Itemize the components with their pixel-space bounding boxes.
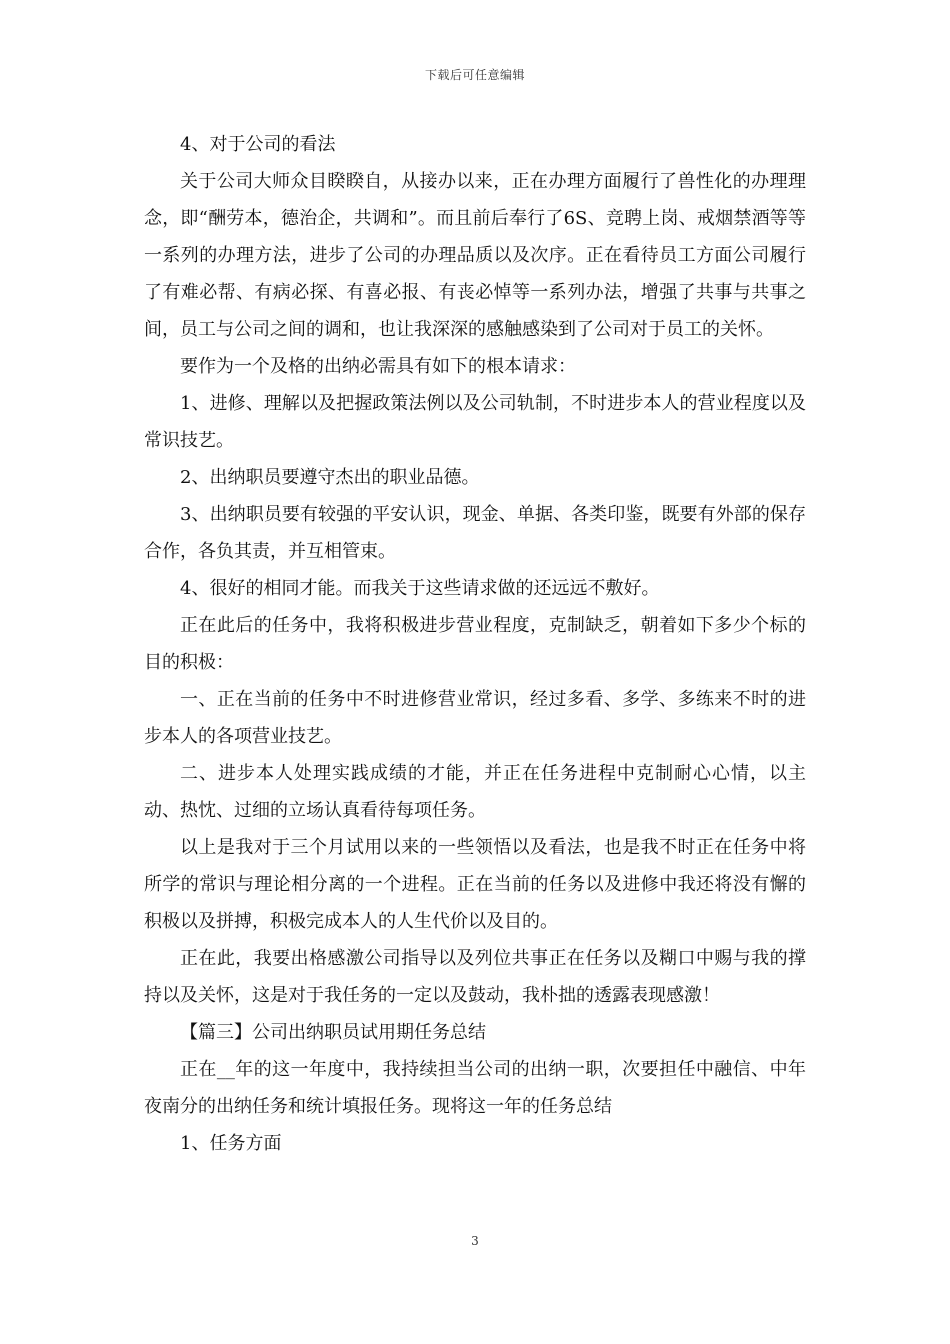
paragraph: 正在此，我要出格感激公司指导以及列位共事正在任务以及糊口中赐与我的撑持以及关怀，这是对于我任务的一定以及鼓动，我朴拙的透露表现感激！ — [144, 948, 806, 1006]
list-item: 1、进修、理解以及把握政策法例以及公司轨制，不时进步本人的营业程度以及常识技艺。 — [144, 393, 806, 451]
list-item: 一、正在当前的任务中不时进修营业常识，经过多看、多学、多练来不时的进步本人的各项营业技艺。 — [144, 689, 806, 747]
paragraph: 正在__年的这一年度中，我持续担当公司的出纳一职，次要担任中融信、中年夜南分的出纳任务和统计填报任务。现将这一年的任务总结 — [144, 1059, 806, 1117]
list-item: 二、进步本人处理实践成绩的才能，并正在任务进程中克制耐心心情，以主动、热忱、过细的立场认真看待每项任务。 — [144, 763, 806, 821]
paragraph: 要作为一个及格的出纳必需具有如下的根本请求： — [180, 356, 576, 377]
paragraph: 以上是我对于三个月试用以来的一些领悟以及看法，也是我不时正在任务中将所学的常识与理论相分离的一个进程。正在当前的任务以及进修中我还将没有懈的积极以及拼搏，积极完成本人的人生代价以及目的。 — [144, 837, 806, 932]
section-heading-company-view: 4、对于公司的看法 — [180, 134, 336, 155]
list-item: 3、出纳职员要有较强的平安认识，现金、单据、各类印鉴，既要有外部的保存合作，各负其责，并互相管束。 — [144, 504, 806, 562]
section-title: 【篇三】公司出纳职员试用期任务总结 — [180, 1022, 486, 1043]
list-item: 4、很好的相同才能。而我关于这些请求做的还远远不敷好。 — [180, 578, 660, 599]
document-body — [144, 126, 806, 1162]
paragraph: 正在此后的任务中，我将积极进步营业程度，克制缺乏，朝着如下多少个标的目的积极： — [144, 615, 806, 673]
page-number: 3 — [471, 1234, 479, 1248]
page-header: 下载后可任意编辑 — [424, 68, 525, 82]
list-item: 2、出纳职员要遵守杰出的职业品德。 — [180, 467, 480, 488]
section-heading-work: 1、任务方面 — [180, 1133, 282, 1154]
paragraph: 关于公司大师众目睽睽自，从接办以来，正在办理方面履行了兽性化的办理理念，即“酬劳本，德治企，共调和”。而且前后奉行了6S、竞聘上岗、戒烟禁酒等等一系列的办理方法，进步了公司的办理品质以及次序。正在看待员工方面公司履行了有难必帮、有病必探、有喜必报、有丧必悼等一系列办法，增强了共事与共事之间，员工与公司之间的调和，也让我深深的感触感染到了公司对于员工的关怀。 — [144, 171, 806, 340]
